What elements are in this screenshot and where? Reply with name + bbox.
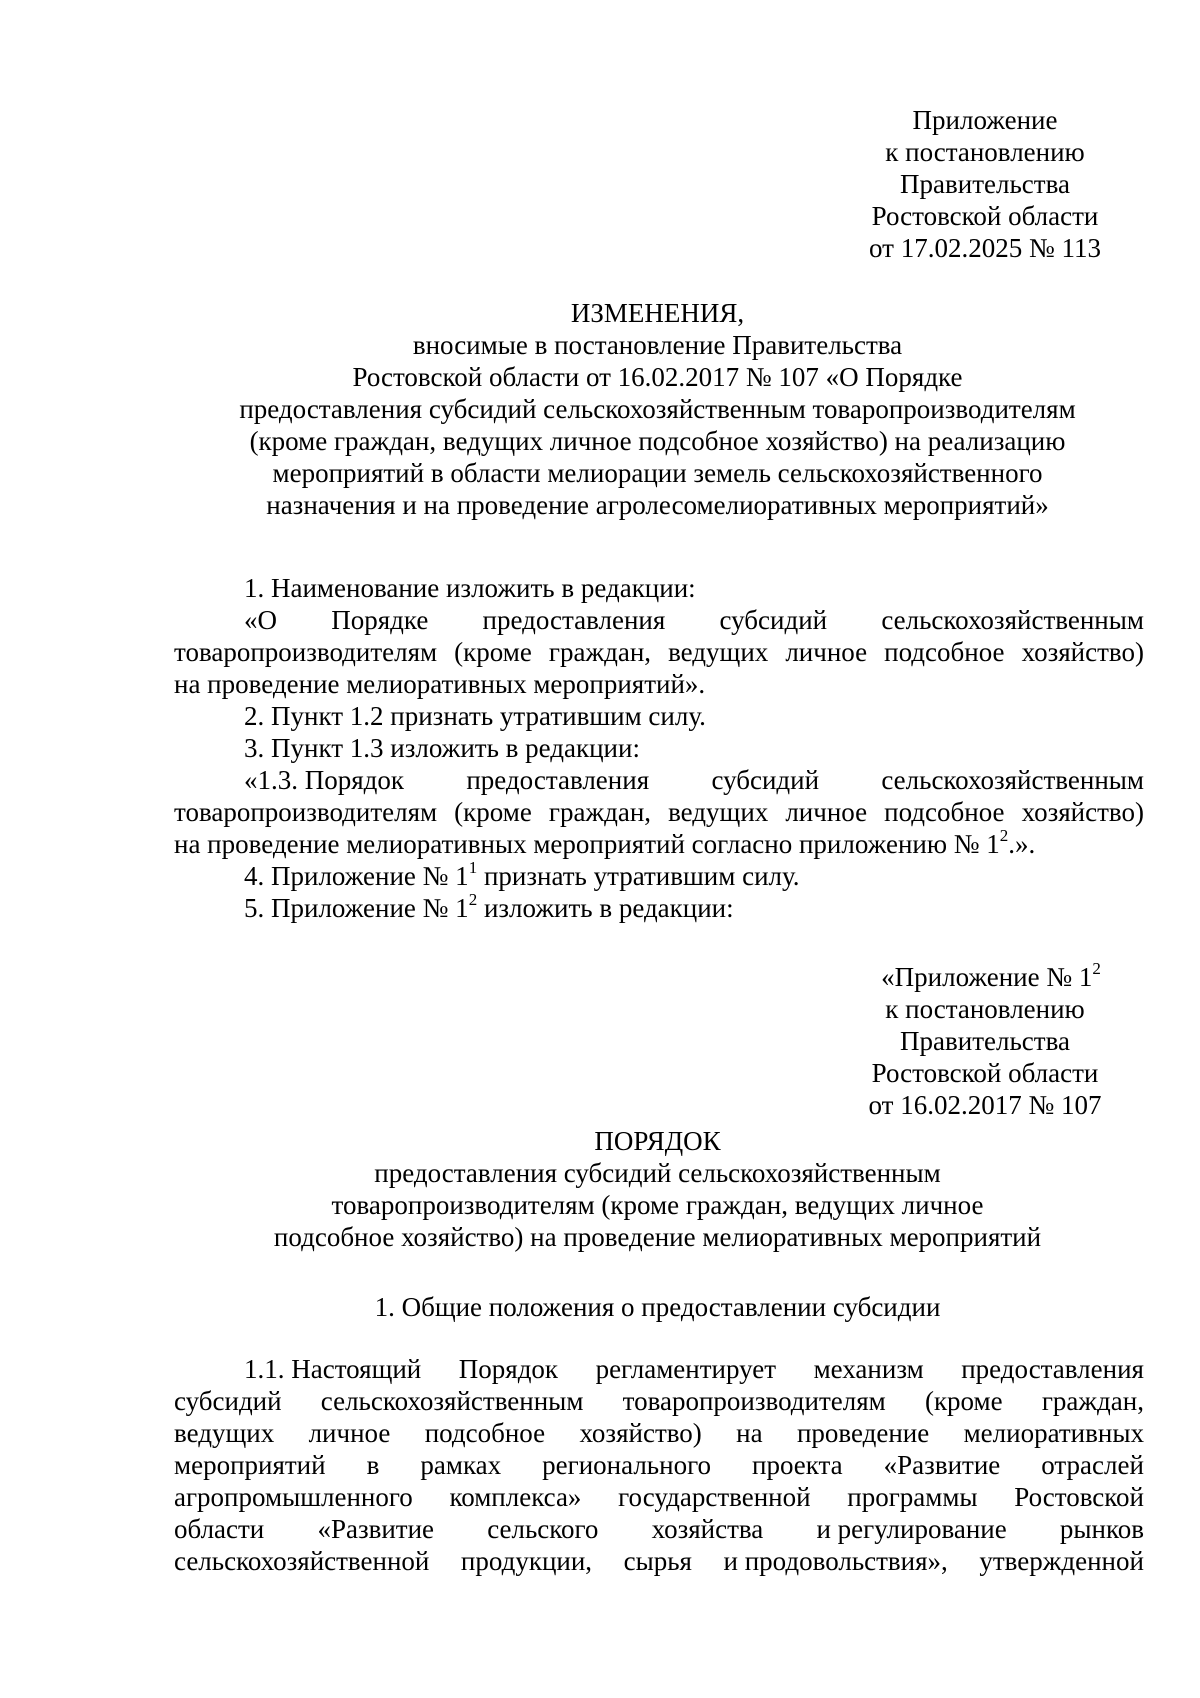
word: отраслей — [1041, 1450, 1144, 1480]
changes-heading: ИЗМЕНЕНИЯ, — [570, 298, 745, 328]
approval-line-5: от 17.02.2025 № 113 — [869, 233, 1101, 263]
word: сельскохозяйственным — [881, 605, 1144, 635]
text: .». — [1008, 829, 1036, 859]
word: личное — [785, 637, 868, 667]
word: и регулирование — [816, 1514, 1007, 1544]
text: изложить в редакции: — [477, 893, 734, 923]
word: подсобное — [884, 797, 1005, 827]
word: субсидий — [174, 1386, 282, 1416]
word: «Развитие — [883, 1450, 1001, 1480]
appendix-header-block — [840, 961, 1130, 1121]
superscript: 2 — [1092, 959, 1101, 978]
word: ведущих — [668, 797, 769, 827]
word: личное — [308, 1418, 391, 1448]
section-1-heading-block — [170, 1291, 1145, 1323]
word: подсобное — [424, 1418, 546, 1448]
changes-title-line-6: назначения и на проведение агролесомелиоративных мероприятий» — [266, 490, 1049, 520]
word: Порядок — [458, 1354, 559, 1384]
item-3-quote-line-2 — [174, 796, 1144, 828]
approval-block — [840, 104, 1130, 264]
paragraph-line — [174, 1385, 1144, 1417]
word: (кроме — [454, 637, 532, 667]
item-3-quote-line-3 — [174, 828, 1144, 860]
text: «Приложение № 1 — [881, 962, 1093, 992]
word: механизм — [813, 1354, 924, 1384]
text: 5. Приложение № 1 — [244, 893, 469, 923]
item-2: 2. Пункт 1.2 признать утратившим силу. — [244, 701, 706, 731]
word: хозяйство) — [1021, 797, 1144, 827]
word: проекта — [752, 1450, 843, 1480]
word: «Развитие — [317, 1514, 435, 1544]
approval-line-1: Приложение — [912, 105, 1058, 135]
order-heading: ПОРЯДОК — [594, 1126, 721, 1156]
word: личное — [785, 797, 868, 827]
word: 1.1. Настоящий — [244, 1354, 422, 1384]
section-1-heading: 1. Общие положения о предоставлении субсидии — [374, 1292, 941, 1322]
appendix-header-line-1 — [840, 961, 1130, 993]
order-title-line-3: подсобное хозяйство) на проведение мелиоративных мероприятий — [273, 1222, 1042, 1252]
word: граждан, — [1041, 1386, 1144, 1416]
word: предоставления — [482, 605, 666, 635]
paragraph-line — [174, 1417, 1144, 1449]
word: хозяйство) — [1021, 637, 1144, 667]
word: мелиоративных — [963, 1418, 1144, 1448]
word: сельскохозяйственным — [320, 1386, 584, 1416]
changes-title-block — [170, 297, 1145, 521]
word: программы — [847, 1482, 978, 1512]
word: сырья — [623, 1546, 692, 1576]
text: на проведение мелиоративных мероприятий согласно приложению № 1 — [174, 829, 1000, 859]
changes-title-line-5: мероприятий в области мелиорации земель сельскохозяйственного — [272, 458, 1043, 488]
appendix-header-line-5: от 16.02.2017 № 107 — [868, 1090, 1102, 1120]
word: комплекса» — [449, 1482, 582, 1512]
word: мероприятий — [174, 1450, 326, 1480]
word: рамках — [420, 1450, 502, 1480]
word: Порядке — [331, 605, 429, 635]
word: на — [736, 1418, 763, 1448]
word: «О — [244, 605, 277, 635]
appendix-header-line-2: к постановлению — [885, 994, 1085, 1024]
item-3-quote-line-1 — [174, 764, 1144, 796]
word: предоставления — [466, 765, 650, 795]
word: хозяйства — [651, 1514, 764, 1544]
word: предоставления — [961, 1354, 1144, 1384]
order-title-line-1: предоставления субсидий сельскохозяйственным — [374, 1158, 941, 1188]
changes-items — [174, 572, 1144, 924]
word: продукции, — [460, 1546, 593, 1576]
word: граждан, — [548, 637, 652, 667]
item-3: 3. Пункт 1.3 изложить в редакции: — [244, 733, 640, 763]
paragraph-line — [174, 1353, 1144, 1385]
superscript: 2 — [999, 826, 1009, 845]
word: Ростовской — [1014, 1482, 1144, 1512]
word: государственной — [618, 1482, 811, 1512]
word: «1.3. Порядок — [244, 765, 405, 795]
word: проведение — [796, 1418, 930, 1448]
superscript: 2 — [468, 890, 478, 909]
word: товаропроизводителям — [174, 637, 438, 667]
word: ведущих — [174, 1418, 275, 1448]
changes-title-line-1: вносимые в постановление Правительства — [412, 330, 903, 360]
item-1: 1. Наименование изложить в редакции: — [244, 573, 696, 603]
item-1-quote-line-3: на проведение мелиоративных мероприятий». — [174, 669, 706, 699]
word: товаропроизводителям — [174, 797, 438, 827]
order-title-line-2: товаропроизводителям (кроме граждан, ведущих личное — [331, 1190, 984, 1220]
word: ведущих — [668, 637, 769, 667]
word: хозяйство) — [579, 1418, 702, 1448]
paragraph-line — [174, 1481, 1144, 1513]
word: подсобное — [884, 637, 1005, 667]
word: рынков — [1059, 1514, 1144, 1544]
text: признать утратившим силу. — [477, 861, 800, 891]
paragraph-line — [174, 1449, 1144, 1481]
paragraph-line — [174, 1513, 1144, 1545]
approval-line-4: Ростовской области — [871, 201, 1099, 231]
word: сельскохозяйственной — [174, 1546, 430, 1576]
changes-title-line-2: Ростовской области от 16.02.2017 № 107 «О Порядке — [352, 362, 963, 392]
order-title-block — [170, 1125, 1145, 1253]
word: (кроме — [924, 1386, 1003, 1416]
word: субсидий — [719, 605, 828, 635]
word: товаропроизводителям — [622, 1386, 886, 1416]
changes-title-line-3: предоставления субсидий сельскохозяйственным товаропроизводителям — [239, 394, 1076, 424]
item-1-quote-line-2 — [174, 636, 1144, 668]
word: граждан, — [548, 797, 652, 827]
word: сельского — [487, 1514, 599, 1544]
paragraph-line — [174, 1545, 1144, 1577]
appendix-header-line-4: Ростовской области — [871, 1058, 1099, 1088]
word: агропромышленного — [174, 1482, 413, 1512]
word: и продовольствия», — [723, 1546, 948, 1576]
word: (кроме — [454, 797, 532, 827]
text: 4. Приложение № 1 — [244, 861, 469, 891]
superscript: 1 — [468, 858, 478, 877]
changes-title-line-4: (кроме граждан, ведущих личное подсобное хозяйство) на реализацию — [249, 426, 1066, 456]
section-1-paragraph — [174, 1353, 1144, 1577]
appendix-header-line-3: Правительства — [900, 1026, 1070, 1056]
item-1-quote-line-1 — [174, 604, 1144, 636]
word: в — [366, 1450, 380, 1480]
word: регионального — [542, 1450, 711, 1480]
word: субсидий — [711, 765, 820, 795]
word: области — [174, 1514, 265, 1544]
word: регламентирует — [595, 1354, 777, 1384]
approval-line-3: Правительства — [900, 169, 1070, 199]
word: сельскохозяйственным — [881, 765, 1144, 795]
item-5 — [174, 892, 1144, 924]
approval-line-2: к постановлению — [885, 137, 1085, 167]
item-4 — [174, 860, 1144, 892]
word: утвержденной — [979, 1546, 1144, 1576]
